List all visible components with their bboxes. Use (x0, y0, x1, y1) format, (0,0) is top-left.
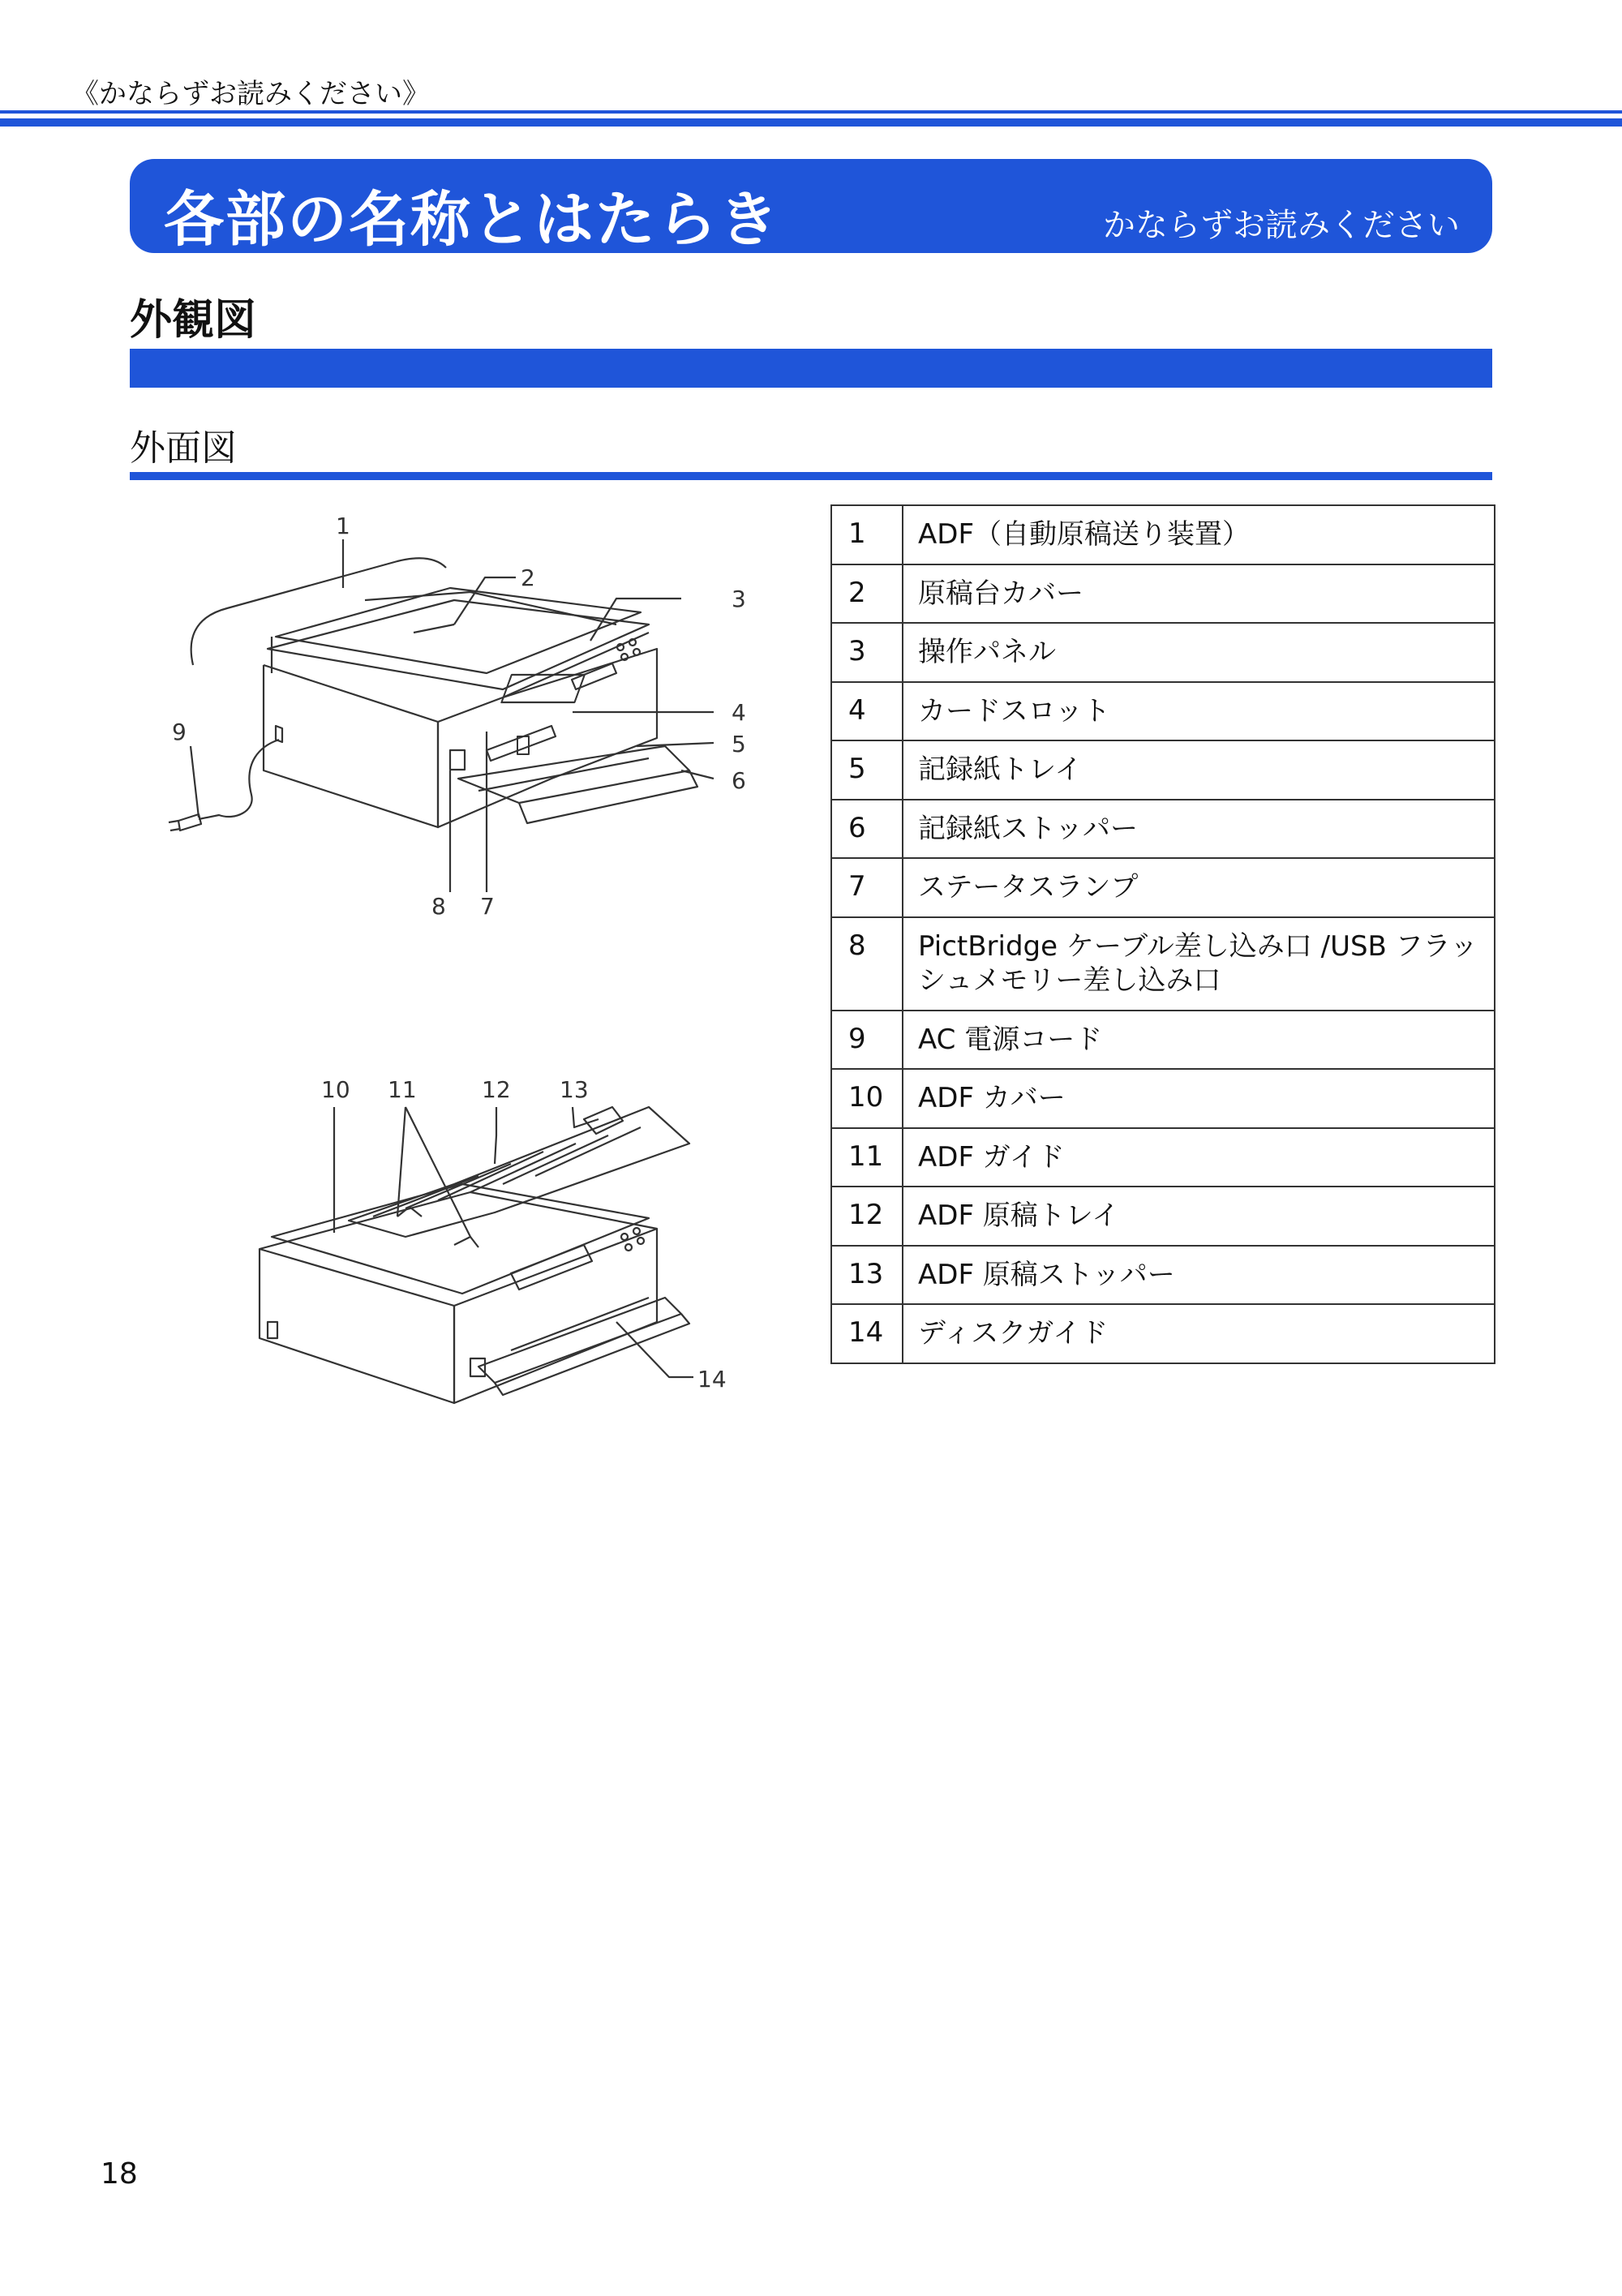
part-name: カードスロット (903, 682, 1495, 741)
part-number: 5 (831, 740, 903, 800)
callout-6: 6 (732, 767, 746, 794)
part-number: 3 (831, 623, 903, 682)
subsection-title: 外面図 (130, 427, 237, 469)
callout-1: 1 (336, 513, 350, 539)
part-name: ADF カバー (903, 1069, 1495, 1128)
running-header: 《かならずお読みください》 (71, 78, 430, 110)
header-rule-thin (0, 110, 1622, 114)
table-row (831, 1128, 1495, 1187)
printer-diagram (130, 503, 811, 1492)
page-number: 18 (101, 2157, 138, 2191)
callout-9: 9 (172, 719, 187, 745)
table-row (831, 623, 1495, 682)
callout-10: 10 (321, 1076, 350, 1103)
parts-table (830, 504, 1495, 1364)
part-number: 14 (831, 1304, 903, 1363)
table-row (831, 1246, 1495, 1305)
callout-11: 11 (388, 1076, 417, 1103)
part-number: 8 (831, 917, 903, 1011)
section-title: 外観図 (130, 296, 257, 345)
table-row (831, 917, 1495, 1011)
section-bar (130, 349, 1492, 388)
part-number: 4 (831, 682, 903, 741)
chapter-subtitle: かならずお読みください (1103, 207, 1460, 244)
part-number: 12 (831, 1187, 903, 1246)
part-name: ADF 原稿ストッパー (903, 1246, 1495, 1305)
table-row (831, 1069, 1495, 1128)
part-name: ステータスランプ (903, 858, 1495, 917)
printer-adf-open-view (260, 1107, 693, 1403)
table-row (831, 505, 1495, 564)
callout-4: 4 (732, 699, 746, 726)
part-name: ADF ガイド (903, 1128, 1495, 1187)
table-row (831, 682, 1495, 741)
subsection-underline (130, 472, 1492, 480)
part-name: 操作パネル (903, 623, 1495, 682)
table-row (831, 800, 1495, 859)
callout-3: 3 (732, 586, 746, 612)
part-name: 原稿台カバー (903, 564, 1495, 624)
part-number: 6 (831, 800, 903, 859)
callout-5: 5 (732, 731, 746, 757)
table-row (831, 1304, 1495, 1363)
part-name: 記録紙トレイ (903, 740, 1495, 800)
printer-front-view (169, 539, 714, 892)
part-number: 9 (831, 1011, 903, 1070)
part-name: ディスクガイド (903, 1304, 1495, 1363)
callout-14: 14 (697, 1366, 727, 1393)
callout-8: 8 (431, 893, 446, 920)
callout-12: 12 (482, 1076, 511, 1103)
table-row (831, 858, 1495, 917)
chapter-banner (130, 159, 1492, 253)
part-name: 記録紙ストッパー (903, 800, 1495, 859)
header-rule-thick (0, 118, 1622, 127)
part-number: 7 (831, 858, 903, 917)
table-row (831, 1011, 1495, 1070)
table-row (831, 1187, 1495, 1246)
callout-7: 7 (480, 893, 495, 920)
part-name: ADF（自動原稿送り装置） (903, 505, 1495, 564)
callout-13: 13 (560, 1076, 589, 1103)
chapter-title: 各部の名称とはたらき (164, 185, 780, 255)
table-row (831, 564, 1495, 624)
part-number: 1 (831, 505, 903, 564)
part-number: 11 (831, 1128, 903, 1187)
table-row (831, 740, 1495, 800)
part-number: 10 (831, 1069, 903, 1128)
part-name: ADF 原稿トレイ (903, 1187, 1495, 1246)
callout-2: 2 (521, 564, 535, 591)
part-name: PictBridge ケーブル差し込み口 /USB フラッシュメモリー差し込み口 (903, 917, 1495, 1011)
part-number: 2 (831, 564, 903, 624)
part-name: AC 電源コード (903, 1011, 1495, 1070)
part-number: 13 (831, 1246, 903, 1305)
